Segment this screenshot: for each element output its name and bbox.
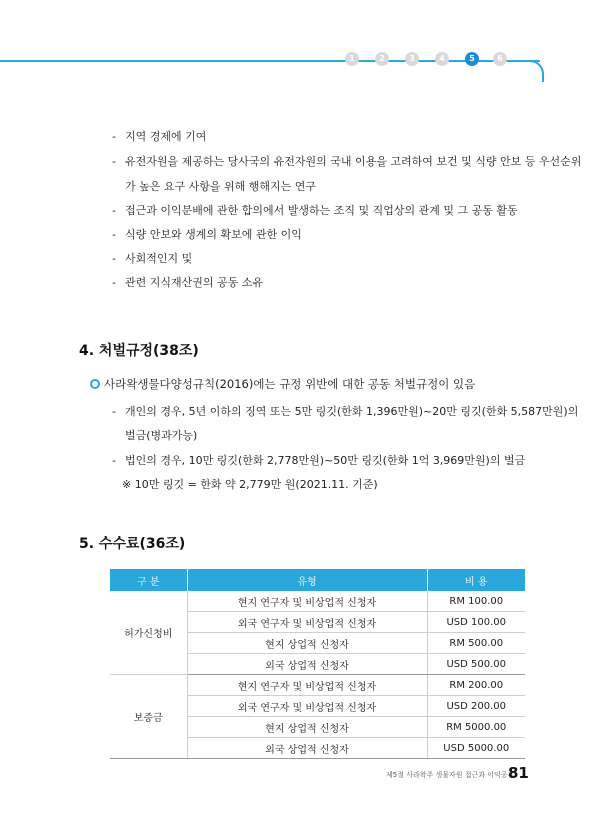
bullet-text: 사라왁생물다양성규칙(2016)에는 규정 위반에 대한 공동 처벌규정이 있음: [104, 377, 476, 391]
type-cell: 외국 상업적 신청자: [187, 654, 427, 675]
category-cell: 허가신청비: [110, 591, 187, 675]
chapter-indicator: [345, 52, 515, 70]
cost-cell: RM 100.00: [427, 591, 525, 612]
cost-cell: USD 200.00: [427, 696, 525, 717]
dash-marker: -: [112, 454, 116, 467]
list-item-text: 사회적인지 및: [125, 252, 193, 265]
list-item-continuation: 가 높은 요구 사항을 위해 행해지는 연구: [125, 180, 316, 193]
header-rule-corner: [522, 60, 544, 82]
cost-cell: USD 500.00: [427, 654, 525, 675]
dash-marker: -: [112, 155, 116, 168]
ring-bullet-icon: [90, 379, 100, 389]
dash-marker: -: [112, 204, 116, 217]
header-category: 구 분: [110, 569, 187, 591]
type-cell: 외국 연구자 및 비상업적 신청자: [187, 696, 427, 717]
table-row: [110, 675, 525, 696]
fee-table: [110, 569, 525, 759]
category-cell: 보증금: [110, 675, 187, 759]
cost-cell: USD 5000.00: [427, 738, 525, 759]
dash-marker: -: [112, 276, 116, 289]
dash-marker: -: [112, 228, 116, 241]
note: ※ 10만 링깃 = 한화 약 2,779만 원(2021.11. 기준): [122, 478, 378, 491]
header-type: 유형: [187, 569, 427, 591]
list-item-text: 식량 안보와 생계의 확보에 관한 이익: [125, 228, 302, 241]
dash-marker: -: [112, 252, 116, 265]
dash-marker: -: [112, 130, 116, 143]
header-cost: 비 용: [427, 569, 525, 591]
type-cell: 외국 상업적 신청자: [187, 738, 427, 759]
type-cell: 현지 상업적 신청자: [187, 633, 427, 654]
cost-cell: RM 500.00: [427, 633, 525, 654]
list-item-text: 유전자원을 제공하는 당사국의 유전자원의 국내 이용을 고려하여 보건 및 식량 안보 등 우선순위: [125, 155, 582, 168]
cost-cell: RM 5000.00: [427, 717, 525, 738]
list-item-text: 법인의 경우, 10만 링깃(한화 2,778만원)~50만 링깃(한화 1억 3,969만원)의 벌금: [125, 454, 526, 467]
dash-marker: -: [112, 405, 116, 418]
footer-section-label: 제5절 사라왁주 생물자원 접근과 이익공유: [386, 771, 515, 779]
table-header-row: [110, 569, 525, 591]
cost-cell: USD 100.00: [427, 612, 525, 633]
chapter-dot-4: 4: [435, 52, 449, 66]
page-number: 81: [508, 764, 529, 782]
chapter-dot-6: 6: [493, 52, 507, 66]
table-row: [110, 591, 525, 612]
type-cell: 현지 연구자 및 비상업적 신청자: [187, 591, 427, 612]
cost-cell: RM 200.00: [427, 675, 525, 696]
section-title-fees: 5. 수수료(36조): [79, 536, 186, 552]
list-item-text: 접근과 이익분배에 관한 합의에서 발생하는 조직 및 직업상의 관계 및 그 공동 활동: [125, 204, 518, 217]
list-item-text: 관련 지식재산권의 공동 소유: [125, 276, 264, 289]
list-item-continuation: 벌금(병과가능): [125, 429, 198, 442]
type-cell: 현지 상업적 신청자: [187, 717, 427, 738]
type-cell: 외국 연구자 및 비상업적 신청자: [187, 612, 427, 633]
type-cell: 현지 연구자 및 비상업적 신청자: [187, 675, 427, 696]
chapter-dot-5-active: 5: [465, 52, 479, 66]
chapter-dot-3: 3: [405, 52, 419, 66]
chapter-dot-1: 1: [345, 52, 359, 66]
chapter-dot-2: 2: [375, 52, 389, 66]
list-item-text: 개인의 경우, 5년 이하의 징역 또는 5만 링깃(한화 1,396만원)~20만 링깃(한화 5,587만원)의: [125, 405, 579, 418]
list-item-text: 지역 경제에 기여: [125, 130, 207, 143]
section-title-penalty: 4. 처벌규정(38조): [79, 343, 199, 359]
